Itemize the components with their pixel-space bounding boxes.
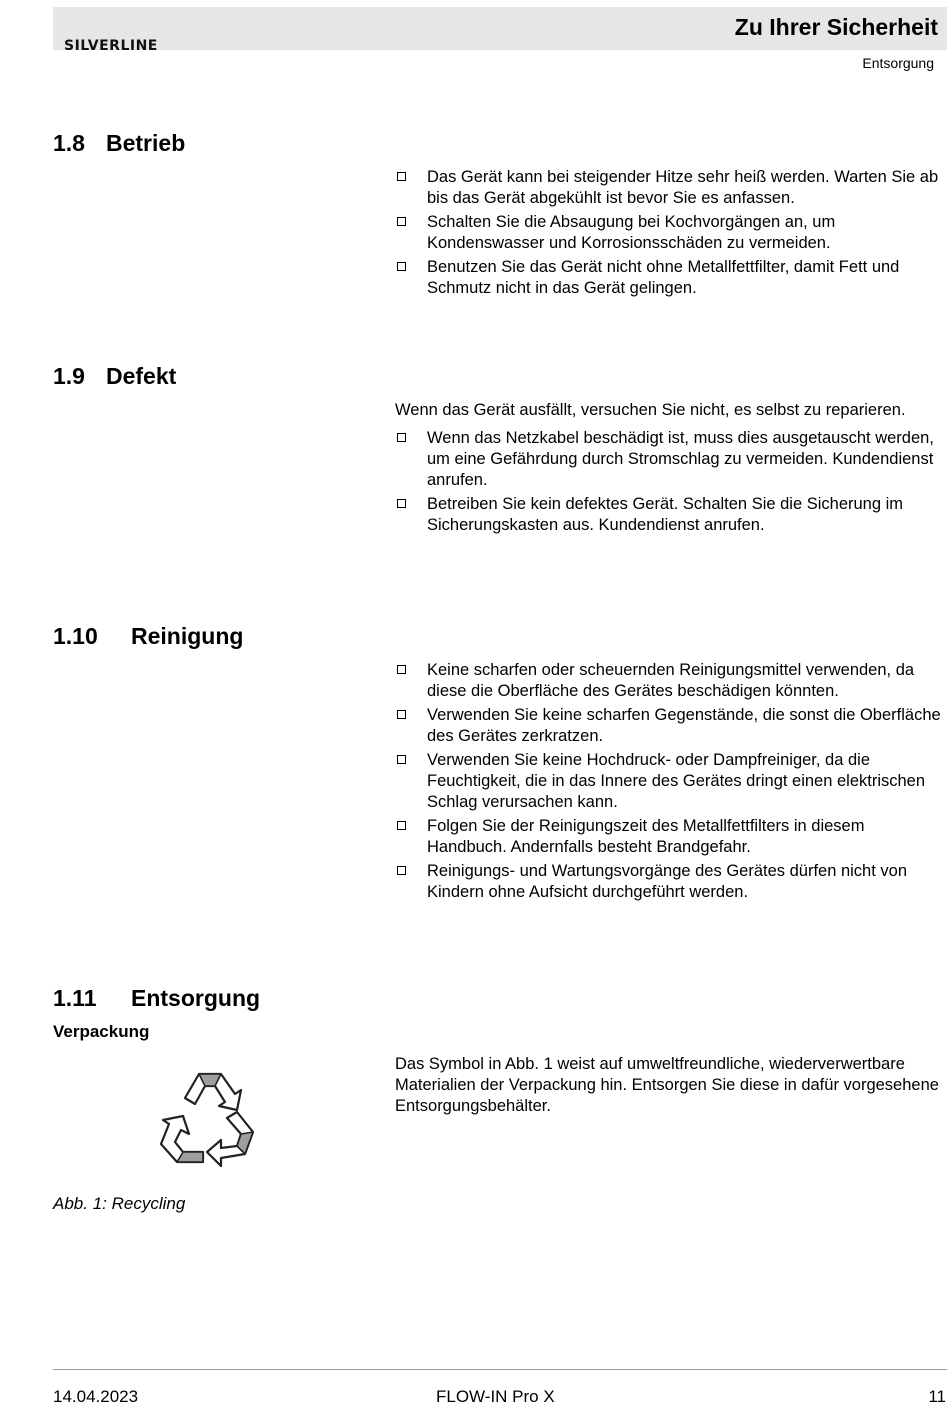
section-number: 1.9 — [53, 363, 85, 389]
list-item: Schalten Sie die Absaugung bei Kochvorgängen an, um Kondenswasser und Korrosionsschäden zu vermeiden. — [395, 212, 943, 254]
list-item: Betreiben Sie kein defektes Gerät. Schalten Sie die Sicherung im Sicherungskasten aus. Kundendienst anrufen. — [395, 494, 943, 536]
footer-date: 14.04.2023 — [53, 1387, 139, 1406]
section-heading-betrieb — [53, 130, 185, 157]
section-body-betrieb — [395, 167, 943, 302]
list-item: Benutzen Sie das Gerät nicht ohne Metallfettfilter, damit Fett und Schmutz nicht in das Gerät gelingen. — [395, 257, 943, 299]
list-item: Folgen Sie der Reinigungszeit des Metallfettfilters in diesem Handbuch. Andernfalls besteht Brandgefahr. — [395, 816, 943, 858]
square-bullet-icon — [397, 499, 406, 508]
section-body-reinigung — [395, 660, 943, 906]
list-item: Reinigungs- und Wartungsvorgänge des Gerätes dürfen nicht von Kindern ohne Aufsicht durchgeführt werden. — [395, 861, 943, 903]
recycling-icon — [155, 1068, 263, 1172]
paragraph: Das Symbol in Abb. 1 weist auf umweltfreundliche, wiederverwertbare Materialien der Verpackung hin. Entsorgen Sie diese in dafür vorgesehene Entsorgungsbehälter. — [395, 1055, 939, 1115]
section-heading-defekt — [53, 363, 176, 390]
brand-logo: SILVERLINE — [64, 38, 158, 54]
section-body-defekt — [395, 400, 943, 539]
list-item: Wenn das Netzkabel beschädigt ist, muss dies ausgetauscht werden, um eine Gefährdung durch Stromschlag zu vermeiden. Kundendienst anrufen. — [395, 428, 943, 491]
bullet-list — [395, 167, 943, 299]
square-bullet-icon — [397, 262, 406, 271]
square-bullet-icon — [397, 866, 406, 875]
square-bullet-icon — [397, 821, 406, 830]
square-bullet-icon — [397, 217, 406, 226]
list-item: Keine scharfen oder scheuernden Reinigungsmittel verwenden, da diese die Oberfläche des Gerätes beschädigen könnten. — [395, 660, 943, 702]
subheading-verpackung: Verpackung — [53, 1022, 150, 1041]
page-title: Zu Ihrer Sicherheit — [734, 14, 938, 40]
section-title: Betrieb — [106, 130, 186, 156]
section-title: Defekt — [106, 363, 177, 389]
square-bullet-icon — [397, 710, 406, 719]
intro-paragraph: Wenn das Gerät ausfällt, versuchen Sie nicht, es selbst zu reparieren. — [395, 401, 906, 419]
square-bullet-icon — [397, 172, 406, 181]
bullet-list — [395, 660, 943, 903]
section-number: 1.11 — [53, 985, 97, 1011]
list-item: Das Gerät kann bei steigender Hitze sehr heiß werden. Warten Sie ab bis das Gerät abgekühlt ist bevor Sie es anfassen. — [395, 167, 943, 209]
page-subtitle: Entsorgung — [862, 55, 934, 71]
footer-product: FLOW-IN Pro X — [436, 1387, 555, 1406]
section-title: Entsorgung — [131, 985, 261, 1011]
section-body-entsorgung — [395, 1054, 943, 1124]
bullet-list — [395, 428, 943, 536]
section-number: 1.8 — [53, 130, 85, 156]
section-title: Reinigung — [131, 623, 244, 649]
page-number: 11 — [928, 1387, 946, 1406]
square-bullet-icon — [397, 755, 406, 764]
square-bullet-icon — [397, 665, 406, 674]
square-bullet-icon — [397, 433, 406, 442]
footer-divider — [53, 1369, 947, 1370]
section-heading-entsorgung — [53, 985, 260, 1012]
section-heading-reinigung — [53, 623, 243, 650]
section-number: 1.10 — [53, 623, 98, 649]
list-item: Verwenden Sie keine scharfen Gegenstände, die sonst die Oberfläche des Gerätes zerkratzen. — [395, 705, 943, 747]
figure-caption: Abb. 1: Recycling — [53, 1194, 186, 1213]
list-item: Verwenden Sie keine Hochdruck- oder Dampfreiniger, da die Feuchtigkeit, die in das Innere des Gerätes dringt einen elektrischen Schlag verursachen kann. — [395, 750, 943, 813]
